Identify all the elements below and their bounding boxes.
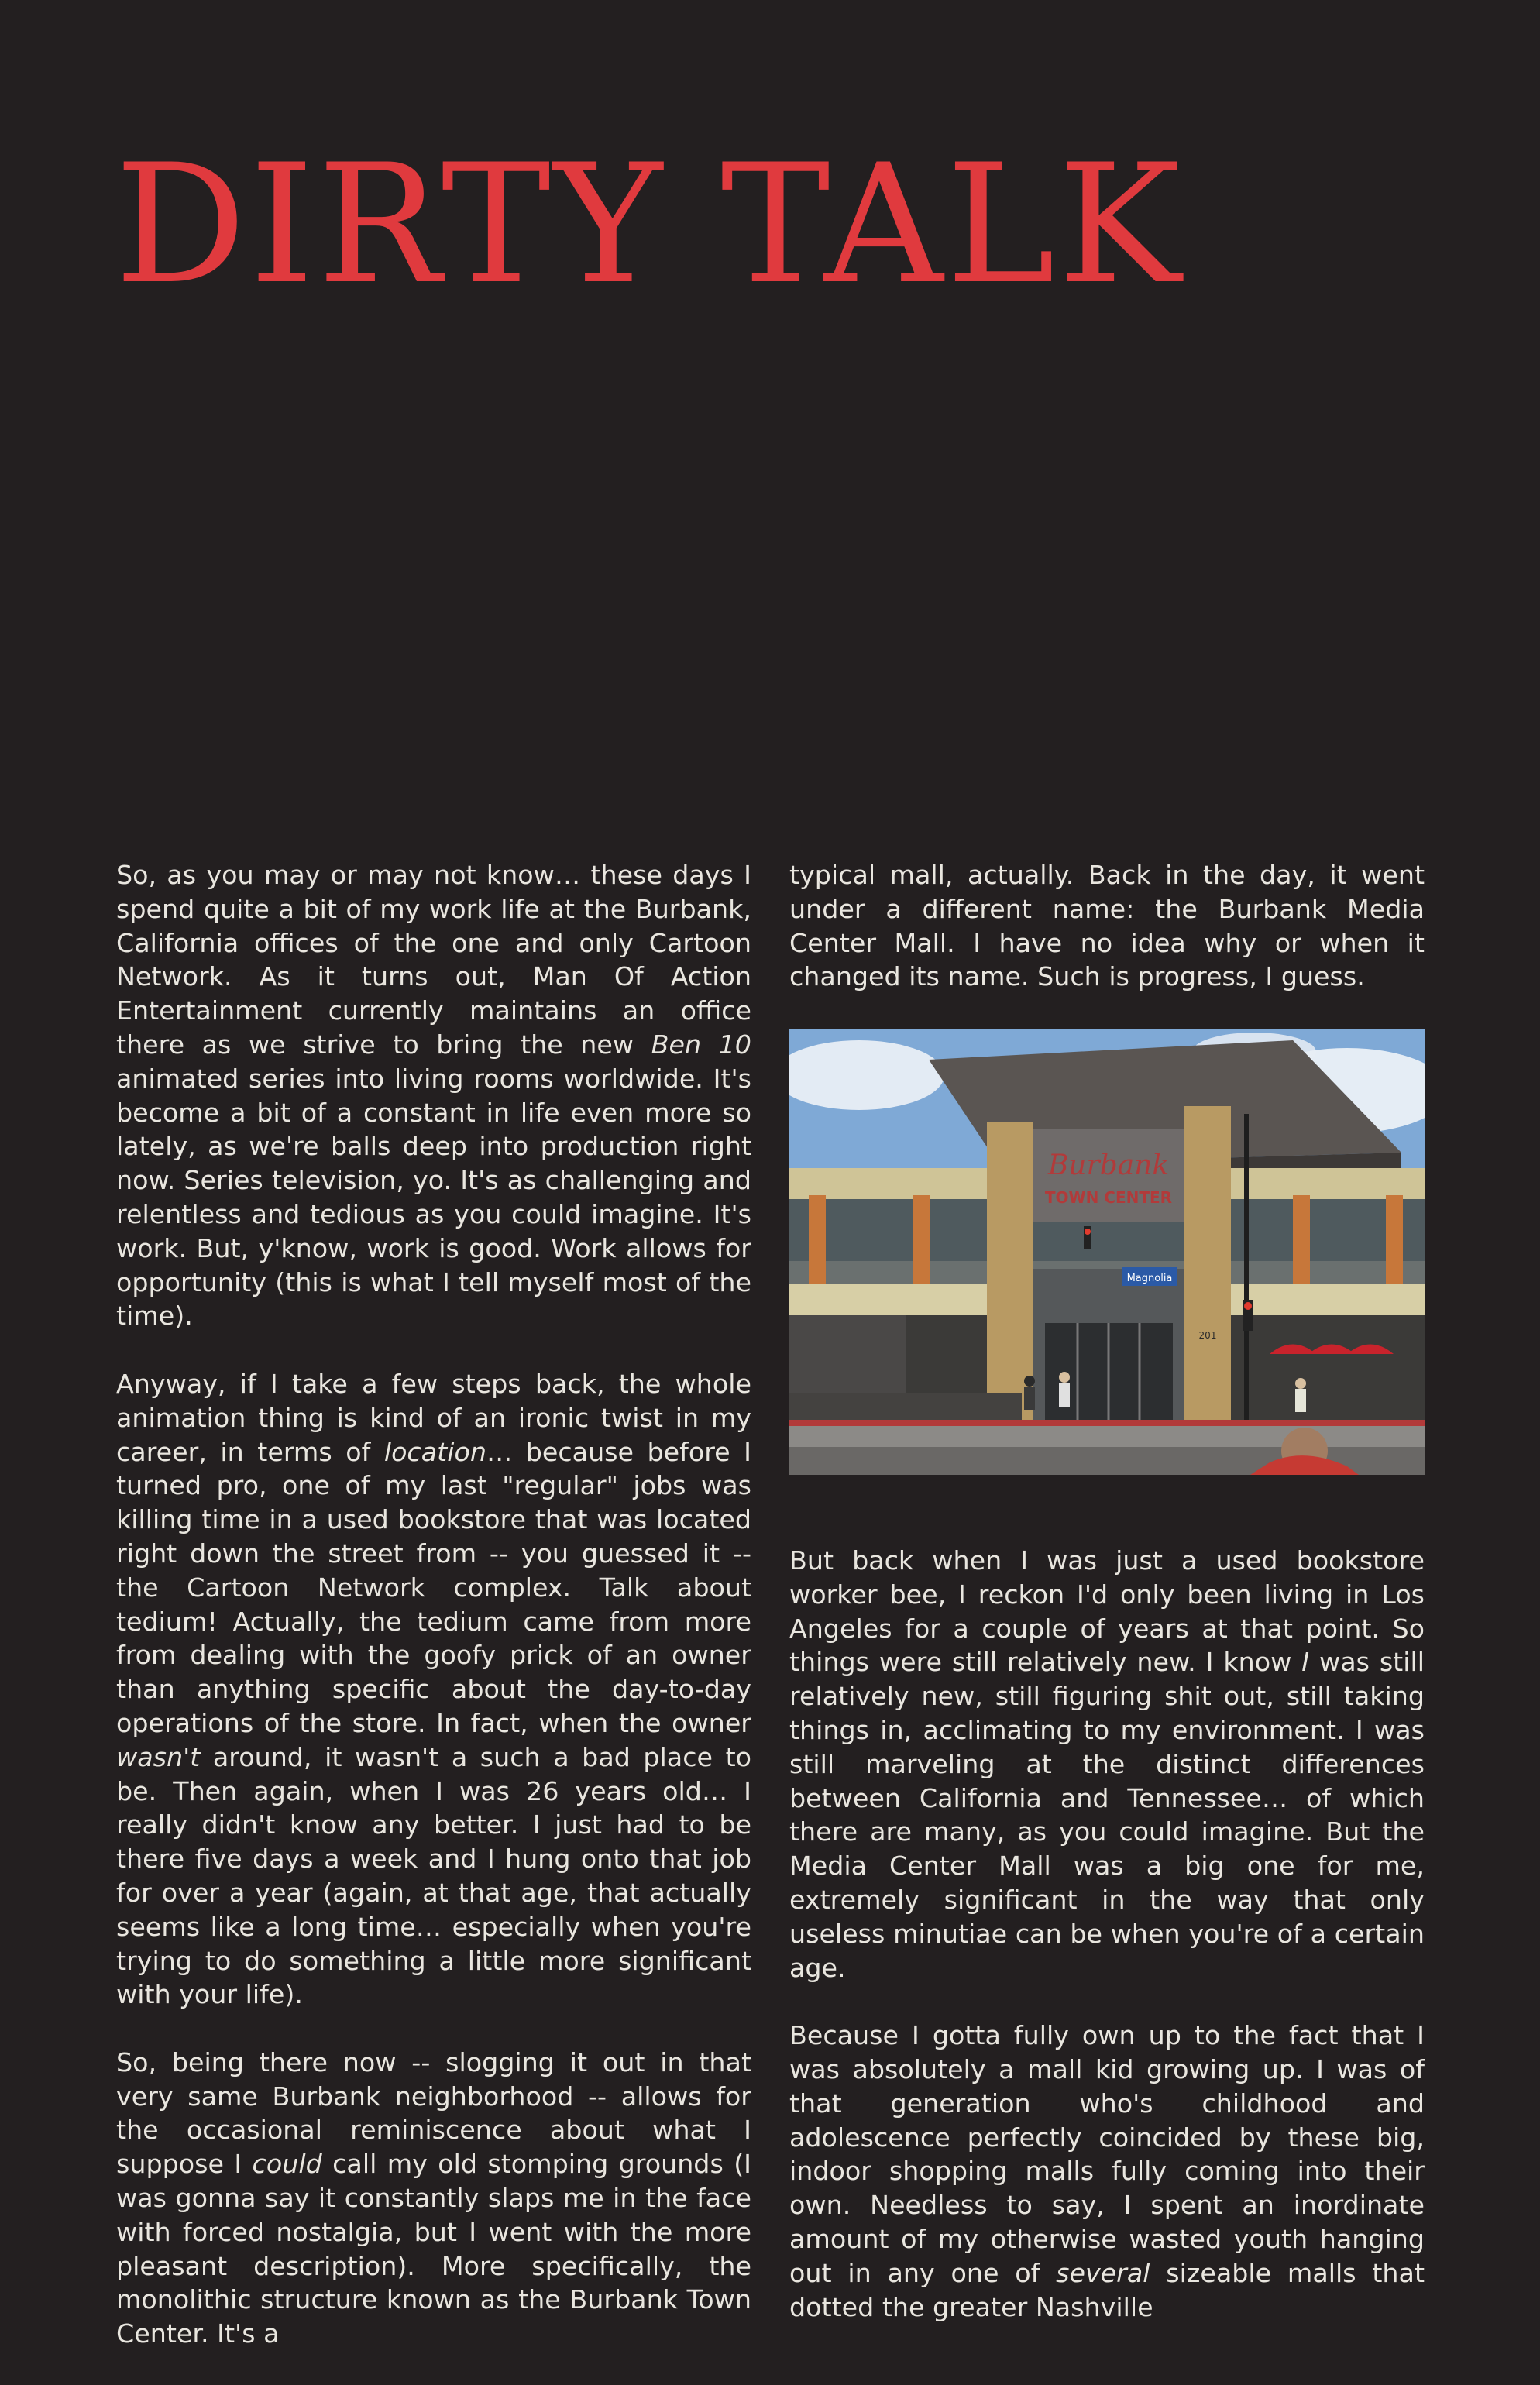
paragraph: typical mall, actually. Back in the day, it went under a different name: the Burbank Media Center Mall. I have no idea why or when it changed its name. Such is progress, I guess. (789, 860, 1425, 992)
italic-emphasis: wasn't (116, 1741, 201, 1772)
italic-emphasis: several (1056, 2257, 1150, 2288)
article-column-right-top (789, 858, 1425, 1028)
article-column-left (116, 858, 751, 2385)
address-text: 201 (1198, 1330, 1217, 1341)
italic-emphasis: I (1301, 1647, 1310, 1678)
sign-text: TOWN CENTER (1044, 1188, 1173, 1207)
sign-text: Burbank (1047, 1150, 1170, 1181)
street-sign-text: Magnolia (1126, 1273, 1173, 1284)
italic-emphasis: location (383, 1436, 486, 1467)
paragraph: So, as you may or may not know… these days I spend quite a bit of my work life at the Burbank, California offices of the one and only Cartoon Network. As it turns out, Man Of Action Entertainment currently maintains an office there as we strive to bring the new Ben 10 animated series into living rooms worldwide. It's become a bit of a constant in life even more so lately, as we're balls deep into production right now. Series television, yo. It's as challenging and relentless and tedious as you could imagine. It's work. But, y'know, work is good. Work allows for opportunity (this is what I tell myself most of the time). (116, 860, 751, 1332)
italic-emphasis: could (252, 2149, 322, 2180)
italic-emphasis: Ben 10 (651, 1029, 751, 1060)
mall-photo (789, 1029, 1425, 1475)
article-column-right-bottom (789, 1544, 1425, 2358)
paragraph: Anyway, if I take a few steps back, the whole animation thing is kind of an ironic twist in my career, in terms of location… because before I turned pro, one of my last "regular" jobs was killing time in a used bookstore that was located right down the street from -- you guessed it -- the Cartoon Network complex. Talk about tedium! Actually, the tedium came from more from dealing with the goofy prick of an owner than anything specific about the day-to-day operations of the store. In fact, when the owner wasn't around, it wasn't a such a bad place to be. Then again, when I was 26 years old… I really didn't know any better. I just had to be there five days a week and I hung onto that job for over a year (again, at that age, that actually seems like a long time… especially when you're trying to do something a little more significant with your life). (116, 1368, 751, 2010)
paragraph: But back when I was just a used bookstore worker bee, I reckon I'd only been living in Los Angeles for a couple of years at that point. So things were still relatively new. I know I was still relatively new, still figuring shit out, still taking things in, acclimating to my environment. I was still marveling at the distinct differences between California and Tennessee… of which there are many, as you could imagine. But the Media Center Mall was a big one for me, extremely significant in the way that only useless minutiae can be when you're of a certain age. (789, 1545, 1425, 1983)
paragraph: So, being there now -- slogging it out in that very same Burbank neighborhood -- allows for the occasional reminiscence about what I suppose I could call my old stomping grounds (I was gonna say it constantly slaps me in the face with forced nostalgia, but I went with the more pleasant description). More specifically, the monolithic structure known as the Burbank Town Center. It's a (116, 2046, 751, 2349)
paragraph: Because I gotta fully own up to the fact that I was absolutely a mall kid growing up. I was of that generation who's childhood and adolescence perfectly coincided by these big, indoor shopping malls fully coming into their own. Needless to say, I spent an inordinate amount of my otherwise wasted youth hanging out in any one of several sizeable malls that dotted the greater Nashville (789, 2020, 1425, 2322)
page-title: DIRTY TALK (115, 129, 1184, 320)
